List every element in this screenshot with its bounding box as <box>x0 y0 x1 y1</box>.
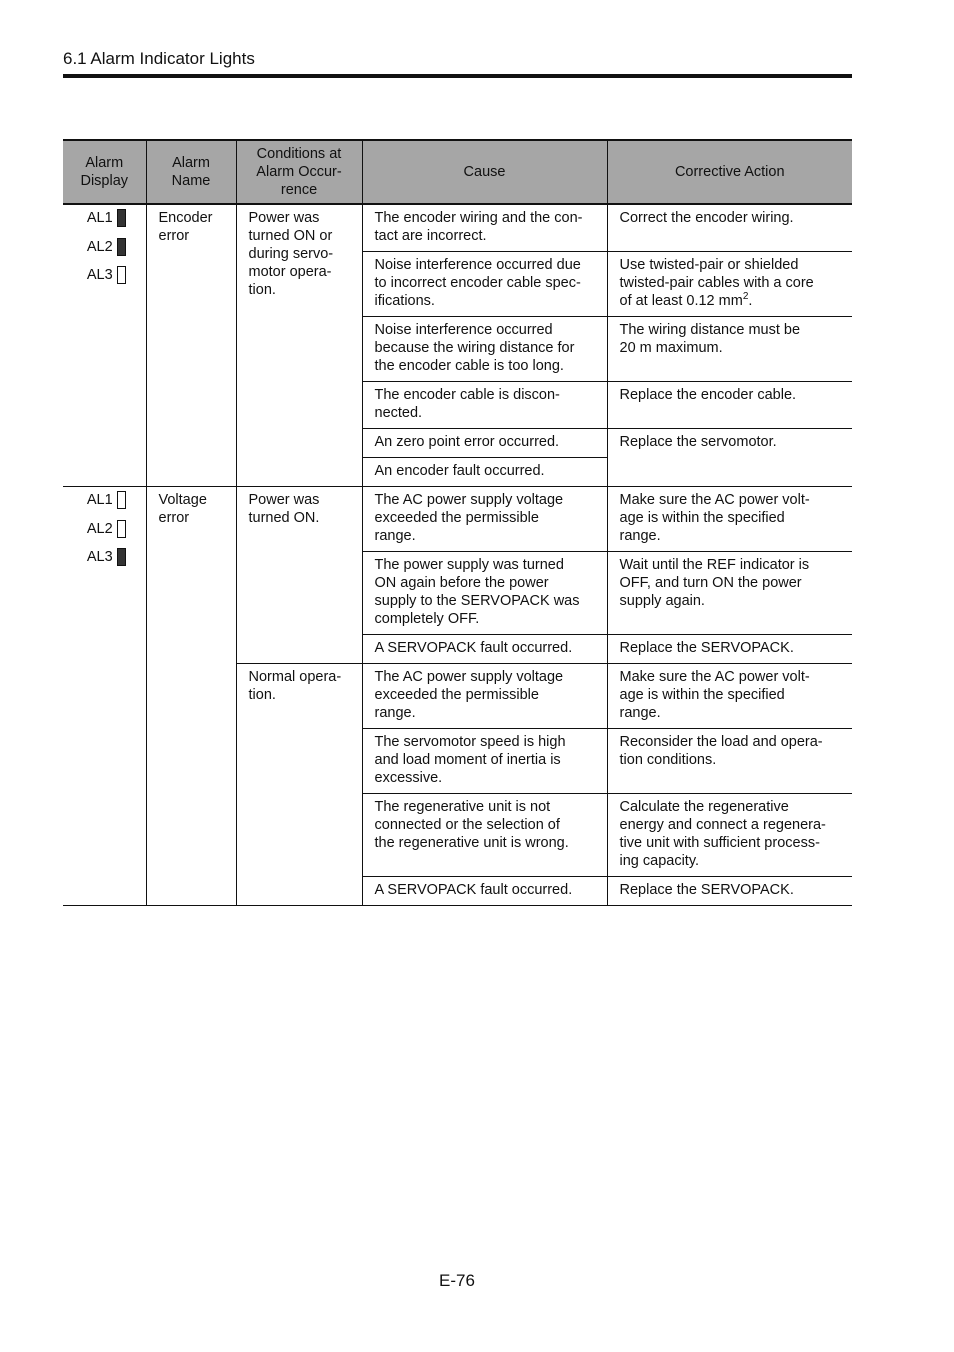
page-number: E-76 <box>439 1271 475 1290</box>
alarm-lamp <box>75 266 138 295</box>
cause-cell: The AC power supply voltage exceeded the permissible range. <box>362 664 607 729</box>
cause-cell: A SERVOPACK fault occurred. <box>362 877 607 906</box>
corrective-action-cell: Replace the SERVOPACK. <box>607 877 852 906</box>
alarm-lamp <box>75 491 138 520</box>
alarm-lamp <box>75 238 138 267</box>
cause-cell: Noise interference occurred due to incorrect encoder cable spec- ifications. <box>362 252 607 317</box>
lamp-label: AL3 <box>86 549 113 566</box>
corrective-action-cell: Use twisted-pair or shielded twisted-pair cables with a core of at least 0.12 $mm^2$. <box>607 252 852 317</box>
col-header-alarm-display: Alarm Display <box>63 140 146 204</box>
lamp-lit-indicator <box>117 238 126 256</box>
cause-cell: An zero point error occurred. <box>362 429 607 458</box>
superscript: 2 <box>742 291 749 303</box>
lamp-unlit-indicator <box>117 520 126 538</box>
table-row <box>63 204 852 252</box>
corrective-action-cell: Correct the encoder wiring. <box>607 204 852 252</box>
corrective-action-cell: Calculate the regenerative energy and connect a regenera- tive unit with sufficient process- ing capacity. <box>607 794 852 877</box>
col-header-conditions: Conditions at Alarm Occur- rence <box>236 140 362 204</box>
alarm-table <box>63 139 852 906</box>
col-header-corrective-action: Corrective Action <box>607 140 852 204</box>
condition-cell: Power was turned ON. <box>236 487 362 664</box>
cause-cell: The servomotor speed is high and load moment of inertia is excessive. <box>362 729 607 794</box>
table-header-row <box>63 140 852 204</box>
section-header: 6.1 Alarm Indicator Lights <box>63 49 255 68</box>
alarm-lamp <box>75 209 138 238</box>
lamp-unlit-indicator <box>117 491 126 509</box>
cause-cell: An encoder fault occurred. <box>362 458 607 487</box>
lamp-label: AL1 <box>86 210 113 227</box>
lamp-lit-indicator <box>117 209 126 227</box>
lamp-label: AL1 <box>86 492 113 509</box>
alarm-display-cell <box>63 204 146 487</box>
cause-cell: The power supply was turned ON again before the power supply to the SERVOPACK was completely OFF. <box>362 552 607 635</box>
condition-cell: Power was turned ON or during servo- motor opera- tion. <box>236 204 362 487</box>
corrective-action-cell: Replace the encoder cable. <box>607 382 852 429</box>
alarm-name-cell: Encoder error <box>146 204 236 487</box>
col-header-cause: Cause <box>362 140 607 204</box>
alarm-lamp <box>75 548 138 577</box>
lamp-unlit-indicator <box>117 266 126 284</box>
cause-cell: The encoder cable is discon- nected. <box>362 382 607 429</box>
cause-cell: The encoder wiring and the con- tact are incorrect. <box>362 204 607 252</box>
table-row <box>63 487 852 552</box>
corrective-action-cell: Reconsider the load and opera- tion conditions. <box>607 729 852 794</box>
cause-cell: A SERVOPACK fault occurred. <box>362 635 607 664</box>
cause-cell: The AC power supply voltage exceeded the permissible range. <box>362 487 607 552</box>
cause-cell: Noise interference occurred because the wiring distance for the encoder cable is too long. <box>362 317 607 382</box>
lamp-lit-indicator <box>117 548 126 566</box>
corrective-action-cell: The wiring distance must be 20 m maximum. <box>607 317 852 382</box>
cause-cell: The regenerative unit is not connected or the selection of the regenerative unit is wrong. <box>362 794 607 877</box>
corrective-action-cell: Make sure the AC power volt- age is within the specified range. <box>607 487 852 552</box>
alarm-lamp <box>75 520 138 549</box>
corrective-action-cell: Make sure the AC power volt- age is within the specified range. <box>607 664 852 729</box>
lamp-label: AL3 <box>86 267 113 284</box>
corrective-action-cell: Replace the SERVOPACK. <box>607 635 852 664</box>
header-rule <box>63 74 852 78</box>
corrective-action-cell: Replace the servomotor. <box>607 429 852 487</box>
corrective-action-cell: Wait until the REF indicator is OFF, and turn ON the power supply again. <box>607 552 852 635</box>
condition-cell: Normal opera- tion. <box>236 664 362 906</box>
lamp-label: AL2 <box>86 520 113 537</box>
alarm-display-cell <box>63 487 146 906</box>
action-tail: . <box>748 293 753 309</box>
lamp-label: AL2 <box>86 238 113 255</box>
alarm-name-cell: Voltage error <box>146 487 236 906</box>
col-header-alarm-name: Alarm Name <box>146 140 236 204</box>
